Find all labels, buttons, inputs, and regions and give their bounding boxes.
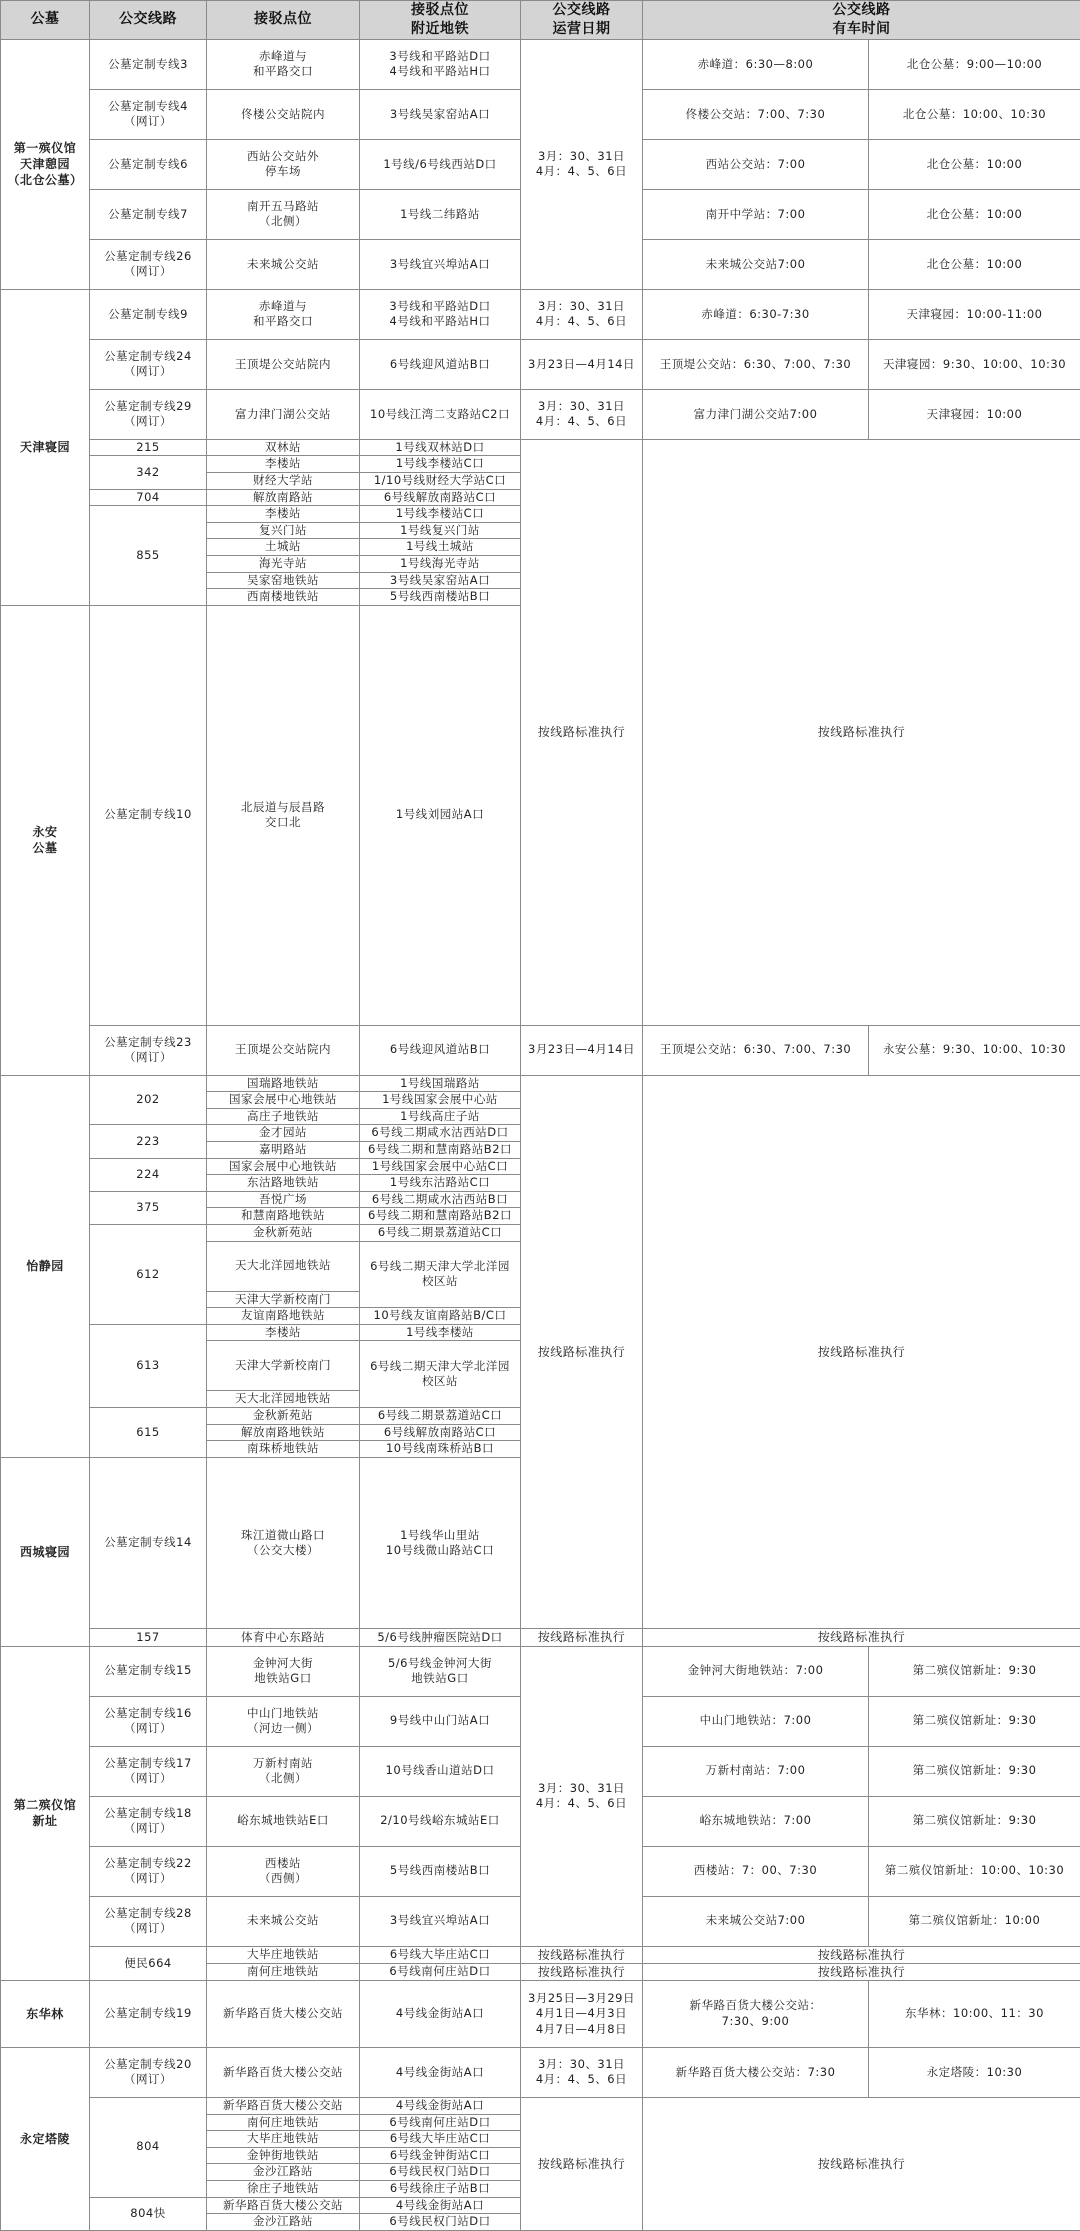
route-name: 公墓定制专线14 bbox=[90, 1457, 207, 1629]
departure-time: 按线路标准执行 bbox=[643, 1075, 1080, 1629]
operating-date: 3月23日—4月14日 bbox=[521, 1025, 643, 1075]
header-route: 公交线路 bbox=[90, 1, 207, 40]
departure-time-origin: 金钟河大街地铁站：7:00 bbox=[643, 1646, 869, 1696]
pickup-stop: 新华路百货大楼公交站 bbox=[207, 2197, 360, 2214]
route-name: 便民664 bbox=[90, 1946, 207, 1980]
pickup-stop: 金才园站 bbox=[207, 1125, 360, 1142]
pickup-stop: 李楼站 bbox=[207, 506, 360, 523]
table-row bbox=[1, 2097, 1080, 2114]
nearby-subway: 1号线国瑞路站 bbox=[360, 1075, 521, 1092]
route-name: 公墓定制专线28 （网订） bbox=[90, 1896, 207, 1946]
arrival-time-cemetery: 天津寝园：10:00 bbox=[869, 389, 1080, 439]
pickup-stop: 天津大学新校南门 bbox=[207, 1291, 360, 1308]
pickup-stop: 金沙江路站 bbox=[207, 2164, 360, 2181]
pickup-stop: 金秋新苑站 bbox=[207, 1224, 360, 1241]
table-row bbox=[1, 1075, 1080, 1092]
table-row bbox=[1, 339, 1080, 389]
pickup-stop: 峪东城地铁站E口 bbox=[207, 1796, 360, 1846]
pickup-stop: 吾悦广场 bbox=[207, 1191, 360, 1208]
table-row bbox=[1, 1025, 1080, 1075]
pickup-stop: 大毕庄地铁站 bbox=[207, 2131, 360, 2148]
header-cemetery: 公墓 bbox=[1, 1, 90, 40]
departure-time: 按线路标准执行 bbox=[643, 439, 1080, 1025]
route-name: 公墓定制专线24 （网订） bbox=[90, 339, 207, 389]
pickup-stop: 吴家窑地铁站 bbox=[207, 572, 360, 589]
arrival-time-cemetery: 天津寝园：10:00-11:00 bbox=[869, 289, 1080, 339]
nearby-subway: 1号线国家会展中心站C口 bbox=[360, 1158, 521, 1175]
operating-date: 按线路标准执行 bbox=[521, 439, 643, 1025]
route-name: 375 bbox=[90, 1191, 207, 1224]
nearby-subway: 6号线迎风道站B口 bbox=[360, 1025, 521, 1075]
header-time: 公交线路 有车时间 bbox=[643, 1, 1080, 40]
nearby-subway: 1/10号线财经大学站C口 bbox=[360, 472, 521, 489]
pickup-stop: 土城站 bbox=[207, 539, 360, 556]
route-name: 公墓定制专线6 bbox=[90, 139, 207, 189]
pickup-stop: 体育中心东路站 bbox=[207, 1629, 360, 1646]
pickup-stop: 国家会展中心地铁站 bbox=[207, 1092, 360, 1109]
route-name: 公墓定制专线3 bbox=[90, 39, 207, 89]
pickup-stop: 海光寺站 bbox=[207, 555, 360, 572]
table-row bbox=[1, 1946, 1080, 1963]
pickup-stop: 新华路百货大楼公交站 bbox=[207, 1980, 360, 2047]
route-name: 公墓定制专线15 bbox=[90, 1646, 207, 1696]
table-row bbox=[1, 2047, 1080, 2097]
nearby-subway: 6号线南何庄站D口 bbox=[360, 1963, 521, 1980]
pickup-stop: 嘉明路站 bbox=[207, 1142, 360, 1159]
nearby-subway: 6号线徐庄子站B口 bbox=[360, 2180, 521, 2197]
nearby-subway: 6号线二期咸水沽西站B口 bbox=[360, 1191, 521, 1208]
arrival-time-cemetery: 第二殡仪馆新址：10:00、10:30 bbox=[869, 1846, 1080, 1896]
route-name: 公墓定制专线9 bbox=[90, 289, 207, 339]
pickup-stop: 南何庄地铁站 bbox=[207, 1963, 360, 1980]
route-name: 公墓定制专线10 bbox=[90, 605, 207, 1025]
nearby-subway: 10号线友谊南路站B/C口 bbox=[360, 1308, 521, 1325]
route-name: 855 bbox=[90, 506, 207, 606]
route-name: 613 bbox=[90, 1324, 207, 1407]
pickup-stop: 南何庄地铁站 bbox=[207, 2114, 360, 2131]
route-name: 342 bbox=[90, 456, 207, 489]
pickup-stop: 李楼站 bbox=[207, 456, 360, 473]
nearby-subway: 5号线西南楼站B口 bbox=[360, 589, 521, 606]
arrival-time-cemetery: 第二殡仪馆新址：9:30 bbox=[869, 1696, 1080, 1746]
route-name: 215 bbox=[90, 439, 207, 456]
operating-date: 3月：30、31日 4月：4、5、6日 bbox=[521, 2047, 643, 2097]
arrival-time-cemetery: 北仓公墓：10:00 bbox=[869, 139, 1080, 189]
table-row bbox=[1, 289, 1080, 339]
nearby-subway: 10号线南珠桥站B口 bbox=[360, 1441, 521, 1458]
nearby-subway: 6号线民权门站D口 bbox=[360, 2164, 521, 2181]
pickup-stop: 复兴门站 bbox=[207, 522, 360, 539]
nearby-subway: 4号线金街站A口 bbox=[360, 2047, 521, 2097]
cemetery-name: 西城寝园 bbox=[1, 1457, 90, 1646]
nearby-subway: 1号线东沽路站C口 bbox=[360, 1175, 521, 1192]
pickup-stop: 中山门地铁站 （河边一侧） bbox=[207, 1696, 360, 1746]
route-name: 公墓定制专线22 （网订） bbox=[90, 1846, 207, 1896]
pickup-stop: 解放南路站 bbox=[207, 489, 360, 506]
departure-time-origin: 未来城公交站7:00 bbox=[643, 239, 869, 289]
nearby-subway: 6号线解放南路站C口 bbox=[360, 489, 521, 506]
pickup-stop: 北辰道与辰昌路 交口北 bbox=[207, 605, 360, 1025]
header-date: 公交线路 运营日期 bbox=[521, 1, 643, 40]
schedule-body bbox=[1, 39, 1080, 2230]
table-row bbox=[1, 439, 1080, 456]
pickup-stop: 友谊南路地铁站 bbox=[207, 1308, 360, 1325]
nearby-subway: 1号线双林站D口 bbox=[360, 439, 521, 456]
nearby-subway: 1号线李楼站C口 bbox=[360, 456, 521, 473]
route-name: 公墓定制专线20 （网订） bbox=[90, 2047, 207, 2097]
arrival-time-cemetery: 北仓公墓：10:00 bbox=[869, 239, 1080, 289]
pickup-stop: 南开五马路站 （北侧） bbox=[207, 189, 360, 239]
nearby-subway: 1号线李楼站C口 bbox=[360, 506, 521, 523]
arrival-time-cemetery: 第二殡仪馆新址：9:30 bbox=[869, 1796, 1080, 1846]
route-name: 公墓定制专线23 （网订） bbox=[90, 1025, 207, 1075]
pickup-stop: 金钟街地铁站 bbox=[207, 2147, 360, 2164]
table-row bbox=[1, 1646, 1080, 1696]
pickup-stop: 未来城公交站 bbox=[207, 239, 360, 289]
cemetery-name: 第一殡仪馆 天津憩园 （北仓公墓） bbox=[1, 39, 90, 289]
route-name: 公墓定制专线7 bbox=[90, 189, 207, 239]
cemetery-name: 第二殡仪馆 新址 bbox=[1, 1646, 90, 1980]
pickup-stop: 双林站 bbox=[207, 439, 360, 456]
cemetery-name: 永安 公墓 bbox=[1, 605, 90, 1075]
nearby-subway: 6号线民权门站D口 bbox=[360, 2214, 521, 2231]
nearby-subway: 5号线西南楼站B口 bbox=[360, 1846, 521, 1896]
departure-time-origin: 新华路百货大楼公交站：7:30 bbox=[643, 2047, 869, 2097]
pickup-stop: 大毕庄地铁站 bbox=[207, 1946, 360, 1963]
arrival-time-cemetery: 北仓公墓：10:00、10:30 bbox=[869, 89, 1080, 139]
route-name: 公墓定制专线17 （网订） bbox=[90, 1746, 207, 1796]
table-row bbox=[1, 1629, 1080, 1646]
route-name: 804快 bbox=[90, 2197, 207, 2230]
operating-date: 按线路标准执行 bbox=[521, 1629, 643, 1646]
nearby-subway: 1号线海光寺站 bbox=[360, 555, 521, 572]
route-name: 157 bbox=[90, 1629, 207, 1646]
cemetery-name: 东华林 bbox=[1, 1980, 90, 2047]
pickup-stop: 赤峰道与 和平路交口 bbox=[207, 289, 360, 339]
operating-date: 3月：30、31日 4月：4、5、6日 bbox=[521, 289, 643, 339]
nearby-subway: 1号线/6号线西站D口 bbox=[360, 139, 521, 189]
nearby-subway: 4号线金街站A口 bbox=[360, 2197, 521, 2214]
route-name: 公墓定制专线19 bbox=[90, 1980, 207, 2047]
route-name: 202 bbox=[90, 1075, 207, 1125]
pickup-stop: 解放南路地铁站 bbox=[207, 1424, 360, 1441]
operating-date: 3月：30、31日 4月：4、5、6日 bbox=[521, 39, 643, 289]
nearby-subway: 6号线二期景荔道站C口 bbox=[360, 1407, 521, 1424]
nearby-subway: 6号线金钟街站C口 bbox=[360, 2147, 521, 2164]
nearby-subway: 10号线香山道站D口 bbox=[360, 1746, 521, 1796]
departure-time-origin: 南开中学站：7:00 bbox=[643, 189, 869, 239]
pickup-stop: 金沙江路站 bbox=[207, 2214, 360, 2231]
pickup-stop: 东沽路地铁站 bbox=[207, 1175, 360, 1192]
nearby-subway: 3号线和平路站D口 4号线和平路站H口 bbox=[360, 39, 521, 89]
departure-time-origin: 王顶堤公交站：6:30、7:00、7:30 bbox=[643, 339, 869, 389]
nearby-subway: 4号线金街站A口 bbox=[360, 2097, 521, 2114]
route-name: 612 bbox=[90, 1224, 207, 1324]
nearby-subway: 1号线国家会展中心站 bbox=[360, 1092, 521, 1109]
nearby-subway: 6号线大毕庄站C口 bbox=[360, 1946, 521, 1963]
nearby-subway: 1号线高庄子站 bbox=[360, 1108, 521, 1125]
departure-time-origin: 富力津门湖公交站7:00 bbox=[643, 389, 869, 439]
nearby-subway: 2/10号线峪东城站E口 bbox=[360, 1796, 521, 1846]
operating-date: 3月：30、31日 4月：4、5、6日 bbox=[521, 1646, 643, 1946]
operating-date: 3月：30、31日 4月：4、5、6日 bbox=[521, 389, 643, 439]
pickup-stop: 和慧南路地铁站 bbox=[207, 1208, 360, 1225]
route-name: 804 bbox=[90, 2097, 207, 2197]
departure-time-origin: 新华路百货大楼公交站： 7:30、9:00 bbox=[643, 1980, 869, 2047]
operating-date: 按线路标准执行 bbox=[521, 1963, 643, 1980]
departure-time-origin: 万新村南站：7:00 bbox=[643, 1746, 869, 1796]
pickup-stop: 金钟河大街 地铁站G口 bbox=[207, 1646, 360, 1696]
departure-time-origin: 西站公交站：7:00 bbox=[643, 139, 869, 189]
table-row bbox=[1, 1980, 1080, 2047]
nearby-subway: 3号线吴家窑站A口 bbox=[360, 89, 521, 139]
pickup-stop: 王顶堤公交站院内 bbox=[207, 339, 360, 389]
nearby-subway: 1号线复兴门站 bbox=[360, 522, 521, 539]
nearby-subway: 6号线迎风道站B口 bbox=[360, 339, 521, 389]
departure-time-origin: 王顶堤公交站：6:30、7:00、7:30 bbox=[643, 1025, 869, 1075]
arrival-time-cemetery: 东华林：10:00、11：30 bbox=[869, 1980, 1080, 2047]
nearby-subway: 5/6号线金钟河大街 地铁站G口 bbox=[360, 1646, 521, 1696]
nearby-subway: 6号线二期咸水沽西站D口 bbox=[360, 1125, 521, 1142]
operating-date: 按线路标准执行 bbox=[521, 1946, 643, 1963]
pickup-stop: 国家会展中心地铁站 bbox=[207, 1158, 360, 1175]
departure-time: 按线路标准执行 bbox=[643, 1946, 1080, 1963]
pickup-stop: 天津大学新校南门 bbox=[207, 1341, 360, 1391]
operating-date: 按线路标准执行 bbox=[521, 2097, 643, 2230]
operating-date: 按线路标准执行 bbox=[521, 1075, 643, 1629]
nearby-subway: 1号线刘园站A口 bbox=[360, 605, 521, 1025]
pickup-stop: 新华路百货大楼公交站 bbox=[207, 2047, 360, 2097]
arrival-time-cemetery: 永安公墓：9:30、10:00、10:30 bbox=[869, 1025, 1080, 1075]
pickup-stop: 国瑞路地铁站 bbox=[207, 1075, 360, 1092]
departure-time-origin: 西楼站：7：00、7:30 bbox=[643, 1846, 869, 1896]
arrival-time-cemetery: 第二殡仪馆新址：9:30 bbox=[869, 1646, 1080, 1696]
nearby-subway: 1号线李楼站 bbox=[360, 1324, 521, 1341]
nearby-subway: 9号线中山门站A口 bbox=[360, 1696, 521, 1746]
nearby-subway: 3号线吴家窑站A口 bbox=[360, 572, 521, 589]
pickup-stop: 李楼站 bbox=[207, 1324, 360, 1341]
route-name: 公墓定制专线29 （网订） bbox=[90, 389, 207, 439]
arrival-time-cemetery: 北仓公墓：9:00—10:00 bbox=[869, 39, 1080, 89]
table-row bbox=[1, 389, 1080, 439]
route-name: 223 bbox=[90, 1125, 207, 1158]
route-name: 224 bbox=[90, 1158, 207, 1191]
route-name: 公墓定制专线4 （网订） bbox=[90, 89, 207, 139]
departure-time: 按线路标准执行 bbox=[643, 1963, 1080, 1980]
nearby-subway: 3号线宜兴埠站A口 bbox=[360, 1896, 521, 1946]
pickup-stop: 西楼站 （西侧） bbox=[207, 1846, 360, 1896]
route-name: 公墓定制专线18 （网订） bbox=[90, 1796, 207, 1846]
departure-time-origin: 未来城公交站7:00 bbox=[643, 1896, 869, 1946]
cemetery-name: 永定塔陵 bbox=[1, 2047, 90, 2230]
departure-time-origin: 峪东城地铁站：7:00 bbox=[643, 1796, 869, 1846]
nearby-subway: 4号线金街站A口 bbox=[360, 1980, 521, 2047]
pickup-stop: 西南楼地铁站 bbox=[207, 589, 360, 606]
nearby-subway: 3号线宜兴埠站A口 bbox=[360, 239, 521, 289]
pickup-stop: 财经大学站 bbox=[207, 472, 360, 489]
pickup-stop: 万新村南站 （北侧） bbox=[207, 1746, 360, 1796]
pickup-stop: 天大北洋园地铁站 bbox=[207, 1241, 360, 1291]
route-name: 公墓定制专线16 （网订） bbox=[90, 1696, 207, 1746]
pickup-stop: 金秋新苑站 bbox=[207, 1407, 360, 1424]
nearby-subway: 6号线解放南路站C口 bbox=[360, 1424, 521, 1441]
nearby-subway: 5/6号线肿瘤医院站D口 bbox=[360, 1629, 521, 1646]
departure-time-origin: 中山门地铁站：7:00 bbox=[643, 1696, 869, 1746]
pickup-stop: 赤峰道与 和平路交口 bbox=[207, 39, 360, 89]
cemetery-name: 怡静园 bbox=[1, 1075, 90, 1457]
departure-time-origin: 赤峰道：6:30-7:30 bbox=[643, 289, 869, 339]
pickup-stop: 未来城公交站 bbox=[207, 1896, 360, 1946]
nearby-subway: 3号线和平路站D口 4号线和平路站H口 bbox=[360, 289, 521, 339]
pickup-stop: 高庄子地铁站 bbox=[207, 1108, 360, 1125]
nearby-subway: 6号线二期天津大学北洋园 校区站 bbox=[360, 1241, 521, 1308]
arrival-time-cemetery: 第二殡仪馆新址：9:30 bbox=[869, 1746, 1080, 1796]
nearby-subway: 1号线土城站 bbox=[360, 539, 521, 556]
nearby-subway: 6号线大毕庄站C口 bbox=[360, 2131, 521, 2148]
header-subway: 接驳点位 附近地铁 bbox=[360, 1, 521, 40]
pickup-stop: 南珠桥地铁站 bbox=[207, 1441, 360, 1458]
arrival-time-cemetery: 天津寝园：9:30、10:00、10:30 bbox=[869, 339, 1080, 389]
pickup-stop: 佟楼公交站院内 bbox=[207, 89, 360, 139]
arrival-time-cemetery: 永定塔陵：10:30 bbox=[869, 2047, 1080, 2097]
departure-time: 按线路标准执行 bbox=[643, 2097, 1080, 2230]
header-row bbox=[1, 1, 1080, 40]
route-name: 公墓定制专线26 （网订） bbox=[90, 239, 207, 289]
route-name: 615 bbox=[90, 1407, 207, 1457]
pickup-stop: 天大北洋园地铁站 bbox=[207, 1391, 360, 1408]
pickup-stop: 西站公交站外 停车场 bbox=[207, 139, 360, 189]
departure-time: 按线路标准执行 bbox=[643, 1629, 1080, 1646]
arrival-time-cemetery: 北仓公墓：10:00 bbox=[869, 189, 1080, 239]
nearby-subway: 6号线南何庄站D口 bbox=[360, 2114, 521, 2131]
departure-time-origin: 赤峰道：6:30—8:00 bbox=[643, 39, 869, 89]
operating-date: 3月23日—4月14日 bbox=[521, 339, 643, 389]
pickup-stop: 王顶堤公交站院内 bbox=[207, 1025, 360, 1075]
nearby-subway: 6号线二期和慧南路站B2口 bbox=[360, 1142, 521, 1159]
cemetery-name: 天津寝园 bbox=[1, 289, 90, 605]
nearby-subway: 10号线江湾二支路站C2口 bbox=[360, 389, 521, 439]
pickup-stop: 珠江道微山路口 （公交大楼） bbox=[207, 1457, 360, 1629]
operating-date: 3月25日—3月29日 4月1日—4月3日 4月7日—4月8日 bbox=[521, 1980, 643, 2047]
nearby-subway: 1号线华山里站 10号线微山路站C口 bbox=[360, 1457, 521, 1629]
route-name: 704 bbox=[90, 489, 207, 506]
header-stop: 接驳点位 bbox=[207, 1, 360, 40]
table-row bbox=[1, 39, 1080, 89]
arrival-time-cemetery: 第二殡仪馆新址：10:00 bbox=[869, 1896, 1080, 1946]
pickup-stop: 富力津门湖公交站 bbox=[207, 389, 360, 439]
nearby-subway: 1号线二纬路站 bbox=[360, 189, 521, 239]
pickup-stop: 徐庄子地铁站 bbox=[207, 2180, 360, 2197]
nearby-subway: 6号线二期天津大学北洋园 校区站 bbox=[360, 1341, 521, 1408]
pickup-stop: 新华路百货大楼公交站 bbox=[207, 2097, 360, 2114]
nearby-subway: 6号线二期和慧南路站B2口 bbox=[360, 1208, 521, 1225]
nearby-subway: 6号线二期景荔道站C口 bbox=[360, 1224, 521, 1241]
departure-time-origin: 佟楼公交站：7:00、7:30 bbox=[643, 89, 869, 139]
